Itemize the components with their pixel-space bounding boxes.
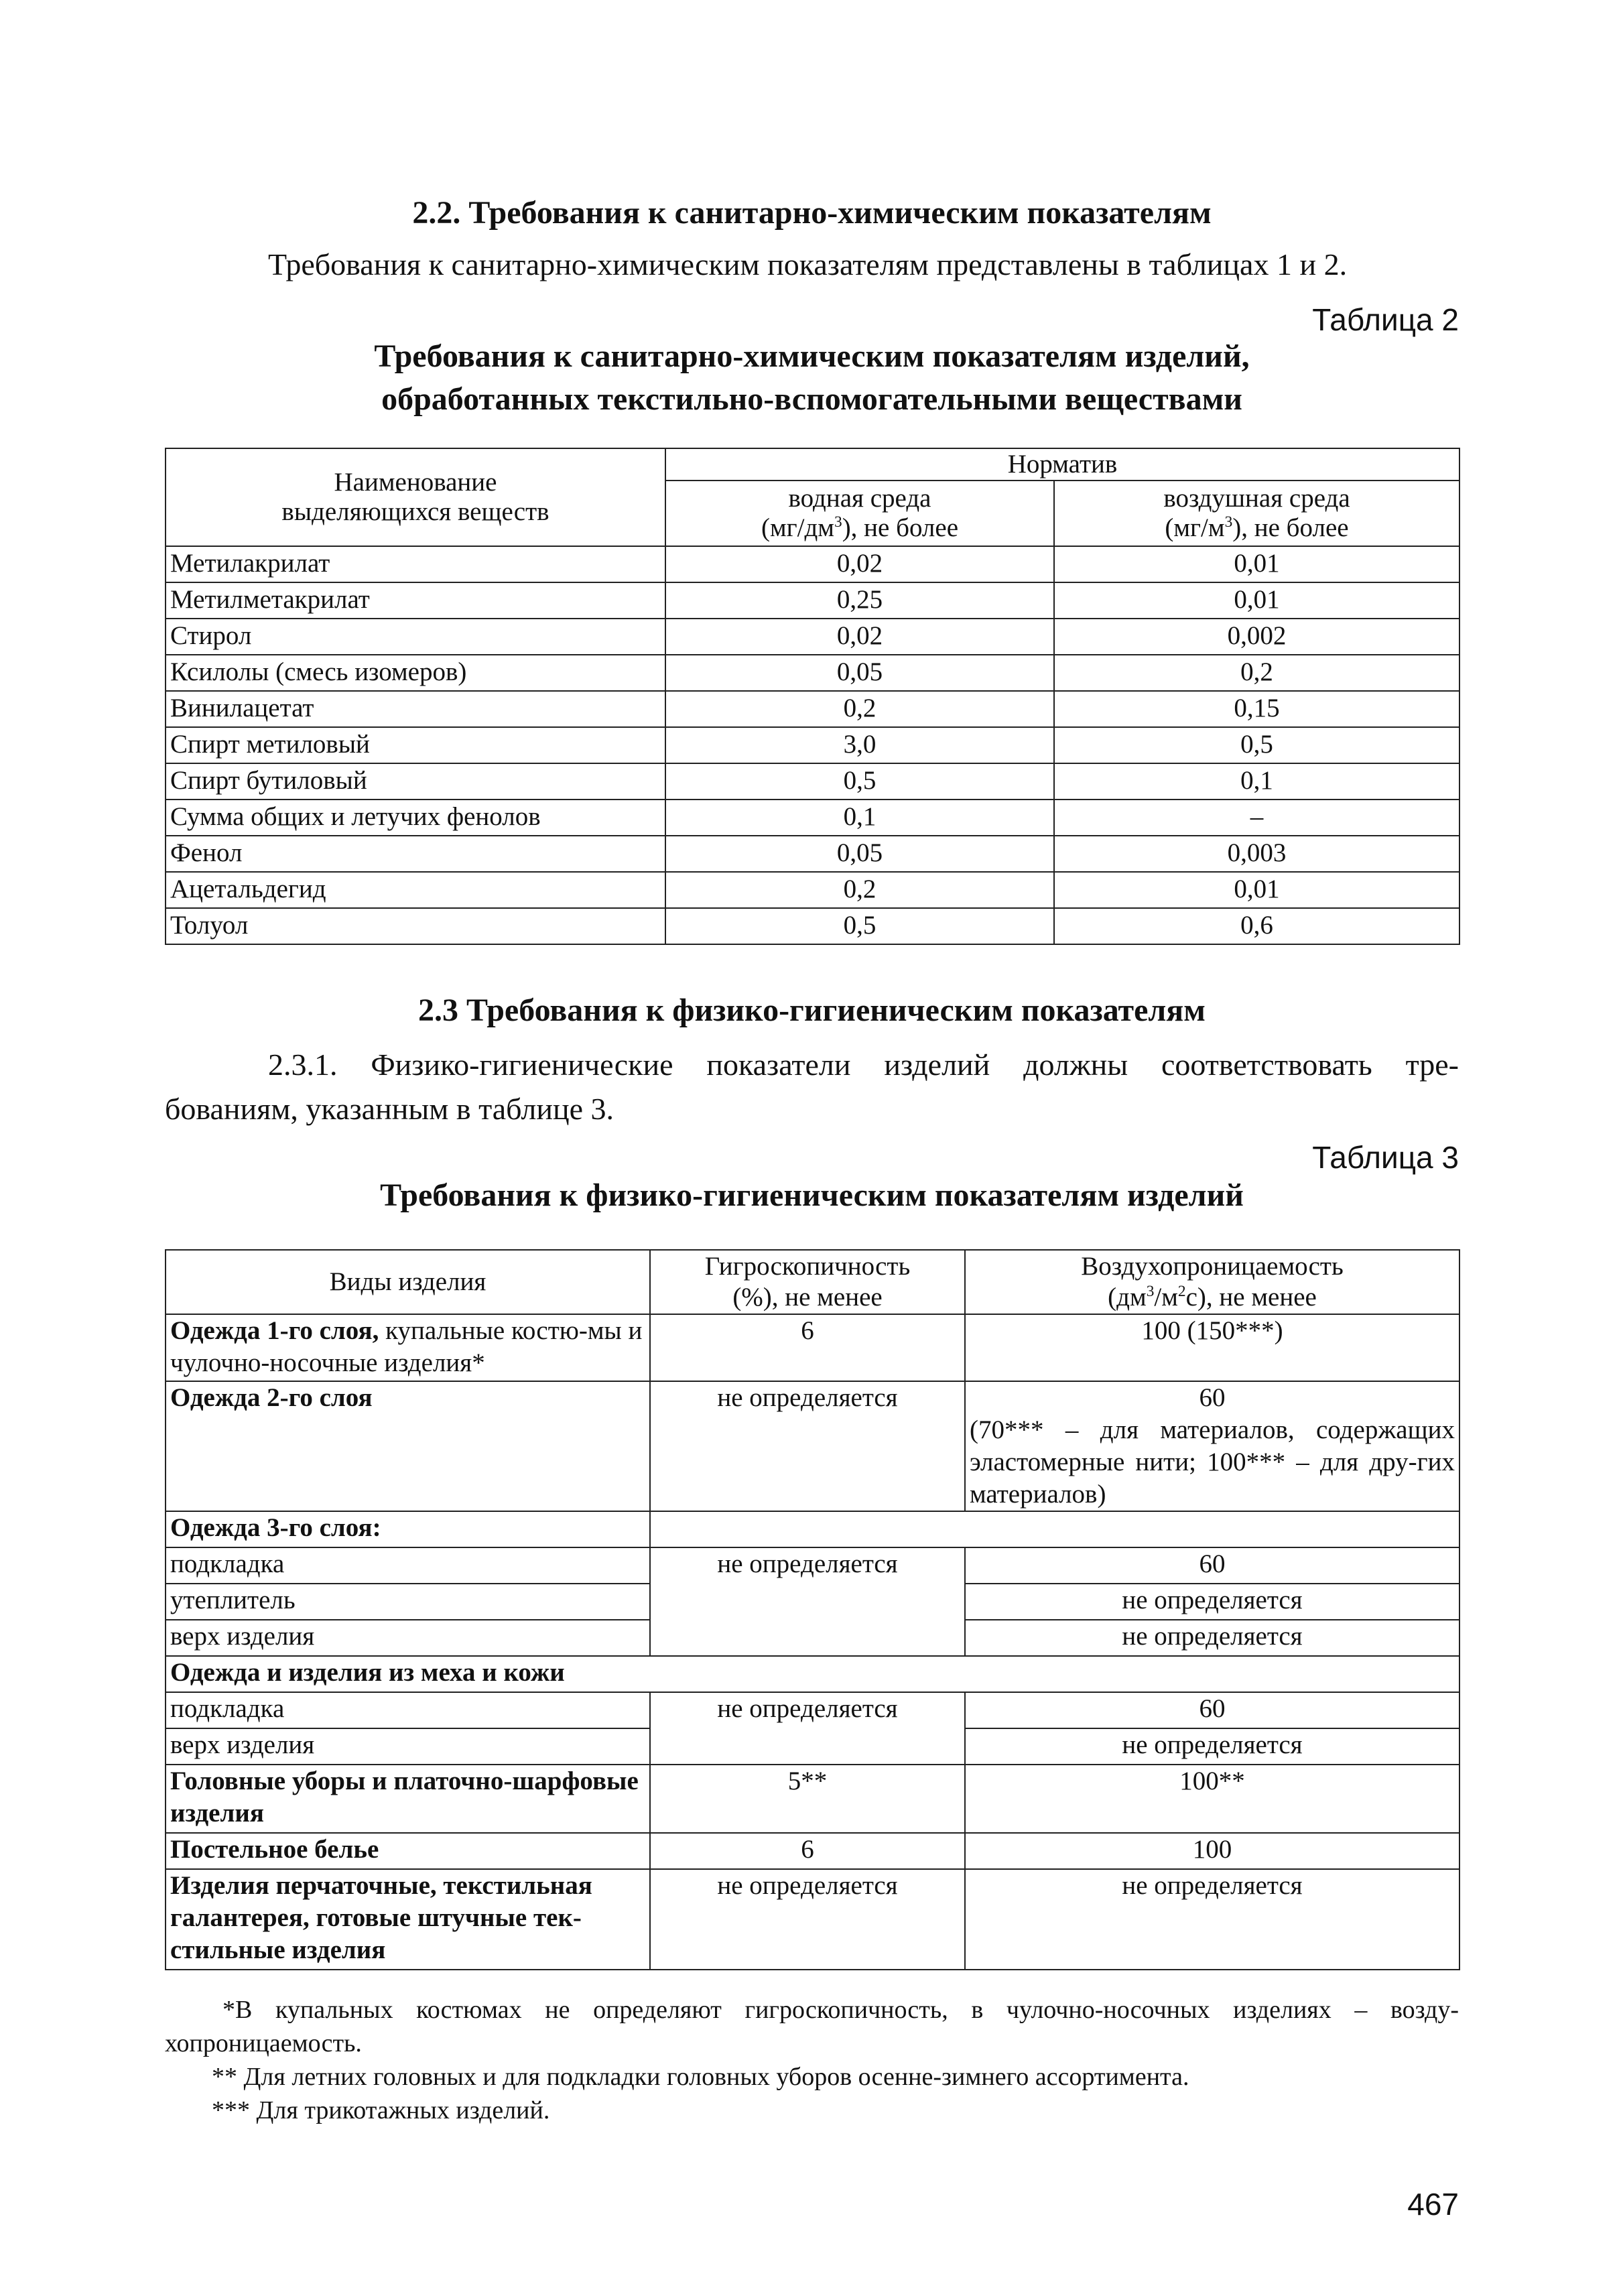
table-3-row2-hygro: не определяется	[650, 1381, 965, 1511]
table-3-row4-sub1: подкладка	[166, 1692, 650, 1728]
table-row	[166, 691, 1459, 727]
table-3-row3-group: Одежда 3-го слоя:	[166, 1511, 650, 1547]
footnote-1-line2: хопроницаемость.	[165, 2029, 362, 2057]
col-name-line1: Наименование	[334, 468, 497, 497]
section-2-2-intro: Требования к санитарно-химическим показателям представлены в таблицах 1 и 2.	[268, 247, 1348, 281]
col-air-line1: воздушная среда	[1163, 484, 1350, 513]
col-name-line2: выделяющихся веществ	[281, 497, 549, 526]
table-3-row6-air: 100	[965, 1833, 1459, 1869]
col-air-line1: Воздухопроницаемость	[1081, 1252, 1344, 1281]
table-2-cell-water: 0,05	[665, 836, 1054, 872]
table-2-cell-air: 0,2	[1054, 655, 1459, 691]
table-row	[166, 763, 1459, 800]
para-line2: бованиям, указанным в таблице 3.	[165, 1092, 614, 1126]
table-row	[166, 546, 1459, 582]
table-2-cell-name: Метилметакрилат	[166, 582, 665, 619]
table-2-cell-air: 0,01	[1054, 546, 1459, 582]
table-3-row4-sub2: верх изделия	[166, 1728, 650, 1765]
table-2-cell-name: Спирт метиловый	[166, 727, 665, 763]
table-3-col-air-header	[965, 1250, 1459, 1314]
table-3-row3-sub1: подкладка	[166, 1547, 650, 1584]
footnote-1-line1: *В купальных костюмах не определяют гигроскопичность, в чулочно-носочных изделиях – возду-	[222, 1996, 1459, 2024]
table-3-label: Таблица 3	[1312, 1140, 1459, 1175]
table-3-row1-hygro: 6	[650, 1314, 965, 1381]
table-3-title: Требования к физико-гигиеническим показателям изделий	[380, 1177, 1244, 1213]
table-2-cell-name: Толуол	[166, 908, 665, 944]
section-2-3-heading: 2.3 Требования к физико-гигиеническим показателям	[418, 993, 1206, 1028]
para-line1: 2.3.1. Физико-гигиенические показатели изделий должны соответствовать тре-	[268, 1047, 1459, 1082]
table-row	[166, 619, 1459, 655]
table-3-row1-air: 100 (150***)	[965, 1314, 1459, 1381]
table-3-row3-sub3: верх изделия	[166, 1620, 650, 1656]
col-air-line2: $(дм^3/м^2с)$, не менее	[1108, 1283, 1317, 1312]
table-row	[166, 727, 1459, 763]
table-2-cell-air: 0,002	[1054, 619, 1459, 655]
table-2	[165, 448, 1460, 945]
table-2-cell-air: 0,01	[1054, 582, 1459, 619]
table-2-cell-air: –	[1054, 800, 1459, 836]
table-row	[166, 800, 1459, 836]
table-2-cell-name: Сумма общих и летучих фенолов	[166, 800, 665, 836]
table-2-title	[165, 335, 1459, 421]
table-2-cell-water: 0,5	[665, 763, 1054, 800]
table-3-row2-kind: Одежда 2-го слоя	[166, 1381, 650, 1511]
table-3-row1-kind: Одежда 1-го слоя, купальные костю-мы и чулочно-носочные изделия*	[166, 1314, 650, 1381]
col-water-unit: $(мг/дм^3)$, не более	[761, 513, 959, 542]
table-2-cell-water: 0,05	[665, 655, 1054, 691]
table-3-row3-sub2: утеплитель	[166, 1584, 650, 1620]
footnotes	[165, 1993, 1459, 2127]
table-2-col-group-header: Норматив	[665, 448, 1459, 481]
table-3-row3-group-empty	[650, 1511, 1459, 1547]
table-3-col-kind-header: Виды изделия	[166, 1250, 650, 1314]
table-3-row3-air2: не определяется	[965, 1584, 1459, 1620]
table-2-cell-air: 0,003	[1054, 836, 1459, 872]
table-row	[166, 655, 1459, 691]
table-2-cell-water: 0,1	[665, 800, 1054, 836]
table-row	[166, 582, 1459, 619]
footnote-2: ** Для летних головных и для подкладки головных уборов осенне-зимнего ассортимента.	[212, 2063, 1189, 2091]
col-hygro-line2: (%), не менее	[732, 1283, 883, 1312]
col-air-unit: $(мг/м^3)$, не более	[1165, 513, 1349, 542]
table-2-cell-name: Винилацетат	[166, 691, 665, 727]
table-3-row5-air: 100**	[965, 1765, 1459, 1833]
table-3-row7-hygro: не определяется	[650, 1869, 965, 1970]
table-2-title-line1: Требования к санитарно-химическим показателям изделий,	[374, 338, 1250, 374]
table-3-row4-hygro: не определяется	[650, 1692, 965, 1765]
col-water-line1: водная среда	[788, 484, 931, 513]
table-2-col-air-header	[1054, 481, 1459, 546]
table-2-cell-air: 0,01	[1054, 872, 1459, 908]
table-2-cell-air: 0,15	[1054, 691, 1459, 727]
page-number: 467	[1407, 2187, 1459, 2222]
table-3-row3-air1: 60	[965, 1547, 1459, 1584]
table-2-cell-name: Спирт бутиловый	[166, 763, 665, 800]
table-2-cell-water: 0,2	[665, 872, 1054, 908]
col-hygro-line1: Гигроскопичность	[704, 1252, 911, 1281]
table-3-row2-air	[965, 1381, 1459, 1511]
table-2-body	[166, 546, 1459, 944]
table-2-cell-water: 3,0	[665, 727, 1054, 763]
table-3-row3-air3: не определяется	[965, 1620, 1459, 1656]
footnote-3: *** Для трикотажных изделий.	[212, 2096, 550, 2124]
table-row	[166, 872, 1459, 908]
table-3-row7-air: не определяется	[965, 1869, 1459, 1970]
table-2-cell-name: Ацетальдегид	[166, 872, 665, 908]
table-3-row4-air1: 60	[965, 1692, 1459, 1728]
table-3-row7-kind: Изделия перчаточные, текстильная галантерея, готовые штучные тек-стильные изделия	[166, 1869, 650, 1970]
table-3-row5-hygro: 5**	[650, 1765, 965, 1833]
table-2-cell-air: 0,6	[1054, 908, 1459, 944]
table-2-cell-name: Фенол	[166, 836, 665, 872]
table-2-cell-name: Ксилолы (смесь изомеров)	[166, 655, 665, 691]
table-2-cell-water: 0,2	[665, 691, 1054, 727]
table-3-row5-kind: Головные уборы и платочно-шарфовые изделия	[166, 1765, 650, 1833]
table-2-cell-water: 0,5	[665, 908, 1054, 944]
row2-air-note: (70*** – для материалов, содержащих эластомерные нити; 100*** – для дру-гих материалов)	[970, 1415, 1455, 1509]
table-3-row4-group: Одежда и изделия из меха и кожи	[166, 1656, 1459, 1692]
table-2-cell-air: 0,1	[1054, 763, 1459, 800]
table-2-cell-name: Стирол	[166, 619, 665, 655]
table-row	[166, 908, 1459, 944]
table-2-cell-water: 0,02	[665, 546, 1054, 582]
table-3	[165, 1249, 1460, 1970]
table-row	[166, 836, 1459, 872]
table-3-row3-hygro: не определяется	[650, 1547, 965, 1656]
table-3-col-hygro-header	[650, 1250, 965, 1314]
row2-air-value: 60	[1199, 1383, 1226, 1412]
section-2-2-heading: 2.2. Требования к санитарно-химическим показателям	[412, 195, 1212, 231]
table-2-cell-water: 0,02	[665, 619, 1054, 655]
table-2-cell-water: 0,25	[665, 582, 1054, 619]
table-3-row6-hygro: 6	[650, 1833, 965, 1869]
table-2-col-water-header	[665, 481, 1054, 546]
table-3-row4-air2: не определяется	[965, 1728, 1459, 1765]
section-2-3-paragraph	[165, 1043, 1459, 1131]
table-2-col-name-header	[166, 448, 665, 546]
table-3-row6-kind: Постельное белье	[166, 1833, 650, 1869]
table-2-cell-name: Метилакрилат	[166, 546, 665, 582]
table-2-cell-air: 0,5	[1054, 727, 1459, 763]
table-2-title-line2: обработанных текстильно-вспомогательными веществами	[381, 381, 1242, 417]
table-2-label: Таблица 2	[1312, 302, 1459, 337]
